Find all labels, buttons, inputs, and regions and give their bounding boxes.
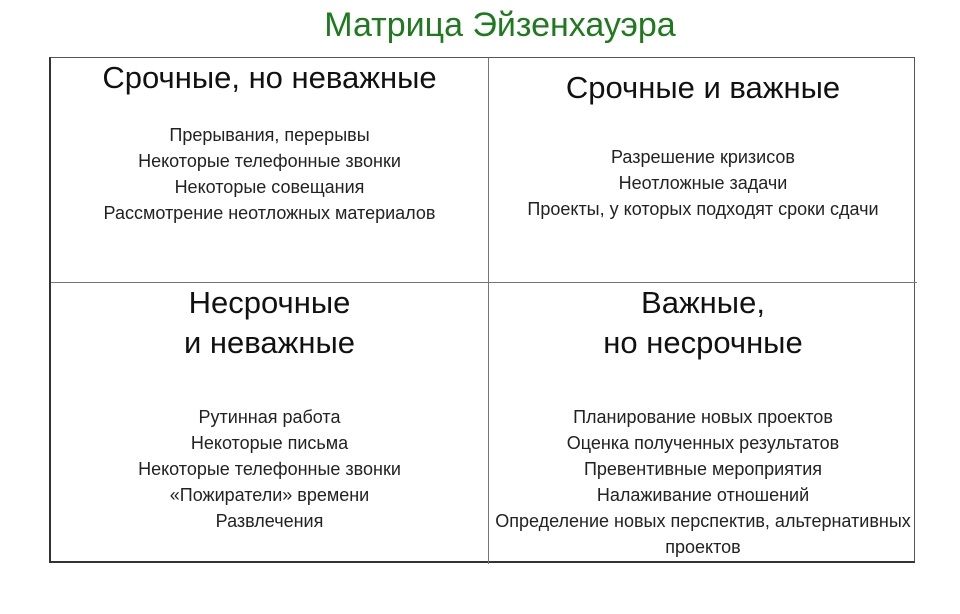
quadrant-heading bbox=[51, 283, 488, 363]
list-item: Рутинная работа bbox=[198, 407, 341, 427]
quadrant-item-list bbox=[489, 404, 917, 560]
heading-line: Срочные и важные bbox=[565, 70, 841, 105]
list-item: «Пожиратели» времени bbox=[169, 485, 370, 505]
heading-line: но несрочные bbox=[603, 325, 803, 360]
list-item: Превентивные мероприятия bbox=[583, 459, 823, 479]
list-item: Разрешение кризисов bbox=[611, 147, 795, 167]
heading-line: Несрочные bbox=[188, 285, 351, 320]
quadrant-item-list bbox=[511, 144, 895, 222]
quadrant-item-list bbox=[51, 404, 488, 534]
list-item: Неотложные задачи bbox=[618, 173, 788, 193]
eisenhower-matrix bbox=[49, 57, 915, 563]
list-item: Налаживание отношений bbox=[596, 485, 810, 505]
list-item: Рассмотрение неотложных материалов bbox=[103, 203, 436, 223]
quadrant-heading bbox=[489, 283, 917, 363]
quadrant-urgent-important bbox=[489, 58, 917, 283]
list-item: Оценка полученных результатов bbox=[566, 433, 840, 453]
quadrant-important-not-urgent bbox=[489, 283, 917, 564]
quadrant-urgent-not-important bbox=[51, 58, 489, 283]
heading-line: Важные, bbox=[641, 285, 765, 320]
list-item: Некоторые письма bbox=[190, 433, 349, 453]
list-item: Развлечения bbox=[215, 511, 324, 531]
quadrant-heading bbox=[51, 58, 488, 98]
list-item: Проекты, у которых подходят сроки сдачи bbox=[527, 199, 879, 219]
heading-line: Срочные, но неважные bbox=[102, 60, 437, 95]
page-title: Матрица Эйзенхауэра bbox=[324, 6, 676, 44]
heading-line: и неважные bbox=[183, 325, 356, 360]
quadrant-heading bbox=[489, 68, 917, 108]
list-item: Некоторые телефонные звонки bbox=[138, 151, 401, 171]
list-item: Планирование новых проектов bbox=[573, 407, 833, 427]
list-item: Некоторые совещания bbox=[174, 177, 365, 197]
list-item: Определение новых перспектив, альтернативных проектов bbox=[495, 511, 911, 557]
list-item: Некоторые телефонные звонки bbox=[138, 459, 401, 479]
quadrant-item-list bbox=[51, 122, 488, 226]
list-item: Прерывания, перерывы bbox=[169, 125, 370, 145]
quadrant-not-urgent-not-important bbox=[51, 283, 489, 564]
